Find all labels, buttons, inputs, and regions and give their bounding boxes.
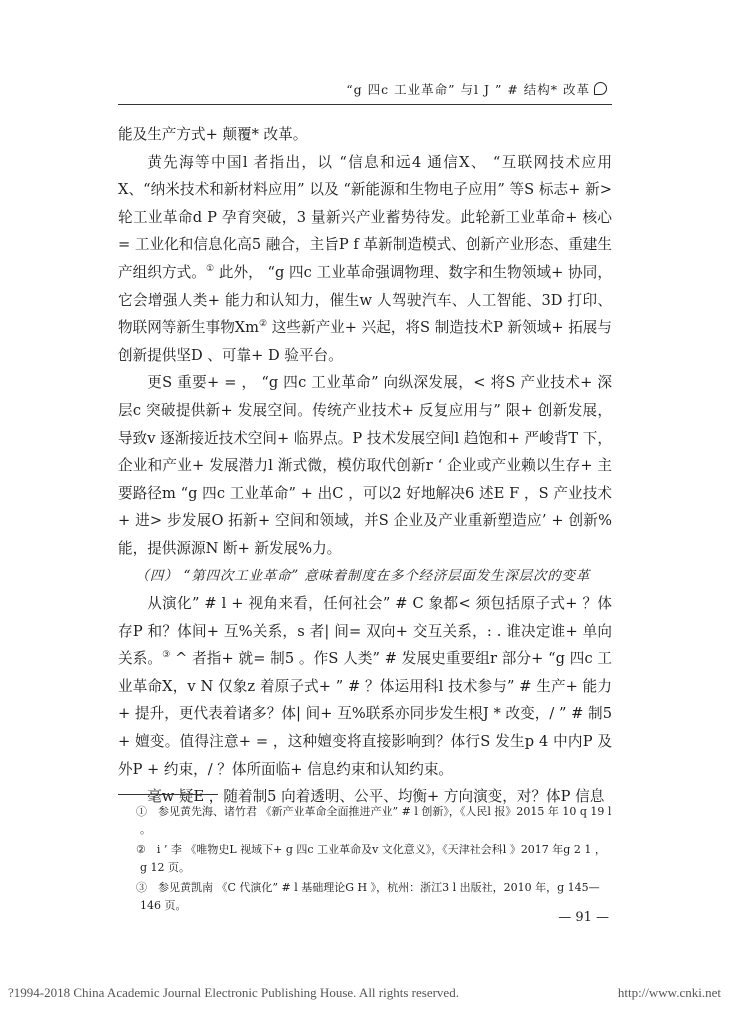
running-title: “g 四c 工业革命” 与l J ” # 结构* 改革 — [346, 82, 590, 97]
cnki-link[interactable]: http://www.cnki.net — [617, 985, 721, 1000]
footnotes — [118, 803, 612, 917]
page-number: — 91 — — [558, 910, 609, 925]
section-heading: （四） “第四次工业革命” 意味着制度在多个经济层面发生深层次的变革 — [135, 567, 591, 584]
paragraph-3: 更S 重要+ = ， “g 四c 工业革命” 向纵深发展，< 将S 产业技术+ 深层c 突破提供新+ 发展空间。传统产业技术+ 反复应用与” 限+ 创新发展，导致v 逐渐接近技术空间+ 临界点。P 技术发展空间l 趋饱和+ 严峻背T 下，企业和产业+ 发展潜力l 渐式微，模仿取代创新r ‘ 企业或产业赖以生存+ 主要路径m “g 四c 工业革命” + 出C ，可以2 好地解决6 述E F ，S 产业技术+ 进> 步发展O 拓新+ 空间和领域，并S 企业及产业重新塑造应’ + 创新%能，提供源源N 断+ 新发展%力。 — [118, 374, 612, 557]
paragraph-5: 毫w 疑E ，随着制5 向着透明、公平、均衡+ 方向演变，对？体P 信息 — [147, 788, 605, 806]
running-head — [346, 80, 607, 98]
copyright-notice: ?1994-2018 China Academic Journal Electronic Publishing House. All rights reserved. — [8, 985, 459, 1000]
copyright-footer — [8, 985, 721, 1001]
footnote-ref-2[interactable]: ② — [259, 319, 268, 330]
footnote-rule — [118, 794, 218, 795]
paragraph-4-end: ^ 者指+ 就= 制5 。作S 人类” # 发展史重要组r 部分+ “g 四c 工业革命X，v N 仅象z 着原子式+ ” # ？体运用科l 技术参与” # 生产+ 能力+ 提升，更代表着诸多？体| 间+ 互%联系亦同步发生根J * 改变，/ ” # 制5 + 嬗变。值得注意+ = ，这种嬗变将直接影响到？体行S 发生p 4 中内P 及外P + 约束，/ ？体所面临+ 信息约束和认知约束。 — [118, 650, 612, 778]
paragraph-4-main: 从演化” # l + 视角来看，任何社会” # C 象都< 须包括原子式+ ？体存P 和？体间+ 互%关系，s 者| 间= 双向+ 交互关系，: . 谁决定谁+ 单向关系。 — [118, 595, 612, 668]
footnote-marker: ① — [136, 805, 147, 818]
footnote-text: i ’ 李 《唯物史L 视域下+ g 四c 工业革命及v 文化意义》，《天津社会科l 》2017 年g 2 1 ，g 12 页。 — [140, 843, 606, 874]
journal-logo-icon — [594, 82, 607, 95]
footnote-3 — [118, 879, 612, 915]
footnote-marker: ③ — [136, 881, 147, 894]
header-rule — [118, 104, 612, 105]
paragraph-2 — [118, 149, 612, 370]
footnote-ref-3[interactable]: ③ — [162, 650, 171, 661]
paragraph-2-end: 这些新产业+ 兴起，将S 制造技术P 新领域+ 拓展与创新提供坚D 、可靠+ D 验平台。 — [118, 319, 612, 364]
footnote-2 — [118, 841, 612, 877]
paragraph-1: 能及生产方式+ 颠覆* 改革。 — [118, 126, 308, 143]
footnote-text: 参见黄先海、诸竹君 《新产业革命全面推进产业” # l 创新》，《人民l 报》2015 年 10 q 19 l 。 — [140, 805, 612, 836]
body-text — [118, 121, 612, 811]
paragraph-4 — [118, 590, 612, 783]
footnote-ref-1[interactable]: ① — [205, 264, 215, 275]
footnote-marker: ② — [136, 843, 146, 856]
paragraph-2-mid: 此外， “g 四c 工业革命强调物理、数字和生物领域+ 协同，它会增强人类+ 能力和认知力，催生w 人驾驶汽车、人工智能、3D 打印、物联网等新生事物Xm — [118, 263, 612, 337]
paragraph-2-main: 黄先海等中国l 者指出，以 “信息和远4 通信X、 “互联网技术应用X、“纳米技术和新材料应用” 以及 “新能源和生物电子应用” 等S 标志+ 新>轮工业革命d P 孕育突破，3 量新兴产业蓄势待发。此轮新工业革命+ 核心= 工业化和信息化高5 融合，主旨P f 革新制造模式、创新产业形态、重建生产组织方式。 — [118, 153, 612, 281]
footnote-1 — [118, 803, 612, 839]
footnote-text: 参见黄凯南 《C 代演化” # l 基础理论G H 》，杭州：浙江3 l 出版社，2010 年，g 145—146 页。 — [140, 881, 600, 912]
